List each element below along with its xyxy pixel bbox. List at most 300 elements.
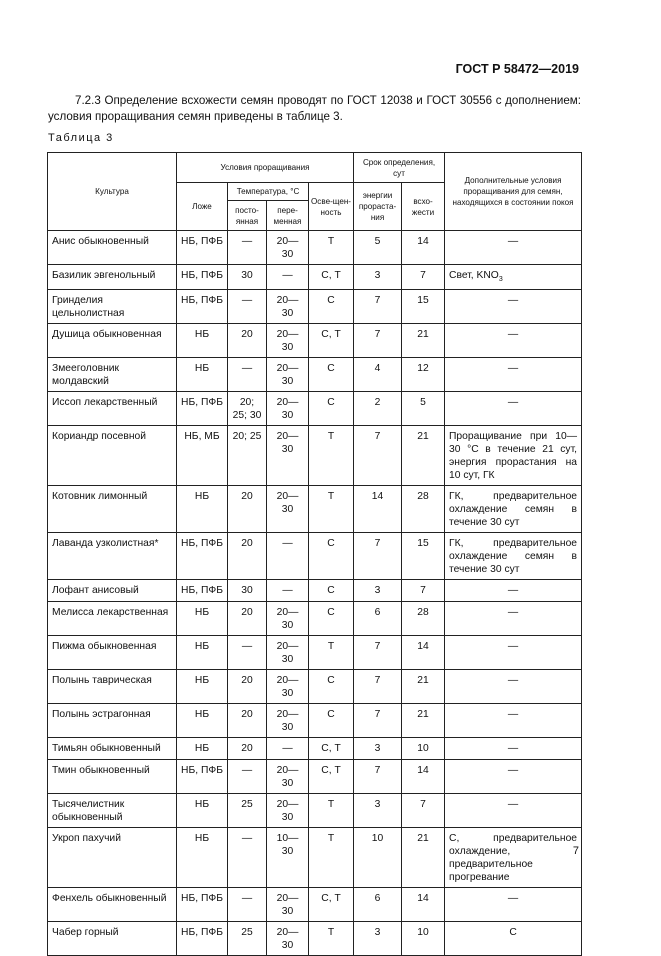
cell-temperature-alternating-text: 20—30 (276, 491, 299, 516)
cell-culture-text: Иссоп лекарственный (52, 397, 158, 409)
cell-additional (445, 580, 582, 602)
cell-light-text: С (327, 363, 335, 375)
cell-temperature-alternating-text: 10—30 (276, 833, 299, 858)
cell-germination (402, 324, 445, 358)
cell-additional (445, 738, 582, 760)
cell-germination-text: 21 (417, 709, 429, 721)
cell-temperature-constant-text: 20; 25 (232, 431, 262, 443)
cell-energy-text: 7 (374, 675, 381, 687)
table-row (48, 290, 582, 324)
cell-energy (354, 670, 402, 704)
cell-energy (354, 358, 402, 392)
table-row (48, 426, 582, 486)
table-row (48, 760, 582, 794)
cell-germination (402, 533, 445, 580)
cell-germination (402, 636, 445, 670)
cell-culture (48, 602, 177, 636)
cell-additional-text: — (507, 397, 519, 409)
cell-energy-text: 7 (374, 431, 381, 443)
cell-temperature-constant (228, 290, 267, 324)
cell-germination (402, 828, 445, 888)
cell-bed (177, 704, 228, 738)
cell-bed (177, 738, 228, 760)
header-conditions: Условия проращивания (177, 153, 354, 183)
document-standard-number: ГОСТ Р 58472—2019 (455, 62, 579, 76)
cell-temperature-alternating-text: 20—30 (276, 893, 299, 918)
cell-temperature-alternating (267, 580, 309, 602)
cell-germination (402, 760, 445, 794)
cell-temperature-constant (228, 580, 267, 602)
header-germination: всхо-жести (402, 183, 445, 231)
cell-temperature-alternating (267, 828, 309, 888)
cell-additional (445, 704, 582, 738)
table-row (48, 636, 582, 670)
cell-bed-text: НБ (194, 675, 210, 687)
cell-bed (177, 888, 228, 922)
cell-light (309, 738, 354, 760)
cell-light-text: Т (327, 799, 335, 811)
cell-culture (48, 794, 177, 828)
cell-bed-text: НБ, ПФБ (181, 270, 223, 281)
cell-energy-text: 2 (374, 397, 381, 409)
cell-culture (48, 922, 177, 956)
cell-culture-text: Укроп пахучий (52, 833, 121, 845)
cell-culture-text: Тысячелистник обыкновенный (52, 799, 125, 824)
table-row (48, 602, 582, 636)
cell-bed (177, 290, 228, 324)
cell-culture-text: Котовник лимонный (52, 491, 148, 503)
cell-energy (354, 922, 402, 956)
cell-culture (48, 738, 177, 760)
header-temperature: Температура, °С (228, 183, 309, 201)
cell-germination (402, 738, 445, 760)
cell-light-text: С (327, 709, 335, 721)
cell-bed-text: НБ (194, 799, 210, 811)
cell-light (309, 670, 354, 704)
cell-energy (354, 704, 402, 738)
cell-energy-text: 7 (374, 295, 381, 307)
cell-additional-text: ГК, предварительное охлаждение семян в течение 30 сут (449, 538, 578, 576)
cell-temperature-alternating (267, 636, 309, 670)
cell-temperature-constant (228, 231, 267, 265)
cell-temperature-constant-text: 20 (241, 743, 253, 755)
cell-temperature-alternating (267, 290, 309, 324)
cell-energy-text: 7 (374, 329, 381, 341)
table-row (48, 922, 582, 956)
cell-light (309, 290, 354, 324)
cell-germination-text: 5 (420, 397, 426, 409)
table-row (48, 324, 582, 358)
cell-light (309, 580, 354, 602)
cell-energy (354, 324, 402, 358)
cell-temperature-constant-text: 20 (241, 491, 253, 503)
cell-temperature-constant (228, 828, 267, 888)
cell-culture (48, 231, 177, 265)
table-row (48, 670, 582, 704)
cell-light-text: С (327, 607, 335, 619)
cell-temperature-alternating-text: — (282, 538, 293, 550)
cell-culture (48, 533, 177, 580)
cell-culture-text: Анис обыкновенный (52, 236, 149, 247)
cell-culture-text: Тимьян обыкновенный (52, 743, 161, 755)
cell-additional-text: С, предварительное охлаждение, предварительное прогревание (449, 833, 578, 884)
cell-bed-text: НБ, ПФБ (181, 236, 223, 247)
cell-temperature-alternating-text: 20—30 (276, 431, 299, 456)
cell-temperature-alternating-text: — (282, 743, 293, 755)
cell-culture (48, 290, 177, 324)
cell-germination (402, 922, 445, 956)
cell-temperature-alternating (267, 392, 309, 426)
cell-culture (48, 265, 177, 290)
table-row (48, 392, 582, 426)
cell-light-text: С, Т (321, 893, 341, 905)
cell-additional-text: — (507, 329, 519, 341)
cell-germination (402, 888, 445, 922)
cell-light (309, 486, 354, 533)
table-row (48, 738, 582, 760)
cell-energy-text: 3 (374, 743, 381, 755)
cell-germination (402, 486, 445, 533)
cell-bed (177, 760, 228, 794)
cell-energy (354, 602, 402, 636)
cell-additional (445, 231, 582, 265)
cell-energy-text: 5 (374, 236, 381, 247)
cell-bed-text: НБ (194, 743, 210, 755)
cell-temperature-constant-text: 30 (241, 270, 253, 281)
header-bed: Ложе (177, 183, 228, 231)
cell-light (309, 426, 354, 486)
cell-temperature-constant-text: — (241, 363, 253, 375)
cell-bed (177, 828, 228, 888)
cell-temperature-alternating-text: 20—30 (276, 363, 299, 388)
cell-additional (445, 670, 582, 704)
cell-temperature-constant-text: — (241, 236, 253, 247)
cell-temperature-constant (228, 794, 267, 828)
cell-temperature-alternating (267, 704, 309, 738)
cell-temperature-constant-text: 25 (241, 927, 253, 939)
cell-light-text: С, Т (321, 765, 341, 777)
cell-bed (177, 358, 228, 392)
cell-light (309, 324, 354, 358)
cell-light-text: С (327, 585, 335, 597)
cell-bed-text: НБ (194, 833, 210, 845)
cell-culture (48, 760, 177, 794)
cell-additional (445, 426, 582, 486)
cell-temperature-alternating (267, 426, 309, 486)
cell-bed-text: НБ (194, 607, 210, 619)
chemical-subscript: 3 (498, 276, 503, 284)
cell-additional-text: С (509, 927, 517, 939)
cell-additional (445, 636, 582, 670)
cell-bed-text: НБ (194, 363, 210, 375)
cell-culture (48, 636, 177, 670)
cell-germination (402, 231, 445, 265)
cell-light-text: С (327, 675, 335, 687)
cell-temperature-constant-text: — (241, 765, 253, 777)
cell-germination (402, 602, 445, 636)
cell-bed (177, 324, 228, 358)
table-row (48, 231, 582, 265)
cell-additional-text: — (507, 893, 519, 905)
cell-temperature-constant (228, 738, 267, 760)
cell-germination-text: 10 (417, 743, 429, 755)
cell-germination-text: 14 (417, 236, 429, 247)
cell-bed-text: НБ, ПФБ (181, 295, 223, 307)
cell-additional-text: — (507, 295, 519, 307)
cell-temperature-alternating (267, 265, 309, 290)
cell-temperature-constant-text: 20; 25; 30 (232, 397, 262, 422)
table-row (48, 358, 582, 392)
cell-bed-text: НБ, ПФБ (181, 893, 223, 905)
table-row (48, 704, 582, 738)
cell-bed-text: НБ (194, 491, 210, 503)
cell-temperature-alternating (267, 888, 309, 922)
cell-temperature-constant-text: 20 (241, 709, 253, 721)
cell-culture-text: Гринделия цельнолистная (52, 295, 125, 320)
cell-temperature-alternating (267, 231, 309, 265)
table-row (48, 265, 582, 290)
table-row (48, 794, 582, 828)
cell-light (309, 358, 354, 392)
cell-germination-text: 21 (417, 833, 429, 845)
cell-germination (402, 265, 445, 290)
cell-light-text: Т (327, 236, 335, 247)
cell-additional-text: — (507, 709, 519, 721)
cell-energy-text: 3 (374, 927, 381, 939)
cell-additional-text: — (507, 799, 519, 811)
cell-additional (445, 486, 582, 533)
cell-additional-text: ГК, предварительное охлаждение семян в течение 30 сут (449, 491, 578, 529)
cell-additional-text: — (507, 236, 519, 247)
cell-culture-text: Кориандр посевной (52, 431, 147, 443)
cell-culture (48, 426, 177, 486)
cell-germination-text: 15 (417, 538, 429, 550)
cell-germination-text: 28 (417, 607, 429, 619)
cell-energy-text: 3 (374, 585, 381, 597)
table-row (48, 580, 582, 602)
cell-culture (48, 392, 177, 426)
cell-germination-text: 7 (420, 270, 426, 281)
cell-energy-text: 6 (374, 607, 381, 619)
cell-temperature-alternating (267, 533, 309, 580)
cell-bed (177, 636, 228, 670)
cell-culture-text: Пижма обыкновенная (52, 641, 157, 653)
cell-bed (177, 794, 228, 828)
cell-culture-text: Мелисса лекарственная (52, 607, 169, 619)
cell-additional (445, 888, 582, 922)
cell-light-text: С, Т (321, 270, 341, 281)
cell-additional (445, 265, 582, 290)
cell-culture (48, 324, 177, 358)
cell-light (309, 636, 354, 670)
cell-energy-text: 3 (374, 799, 381, 811)
cell-light (309, 760, 354, 794)
cell-temperature-constant-text: 25 (241, 799, 253, 811)
cell-additional-text: — (507, 743, 519, 755)
table-row (48, 888, 582, 922)
cell-temperature-alternating-text: 20—30 (276, 329, 299, 354)
cell-temperature-alternating-text: 20—30 (276, 607, 299, 632)
cell-germination-text: 15 (417, 295, 429, 307)
page-number: 7 (572, 845, 579, 857)
cell-temperature-constant (228, 670, 267, 704)
cell-germination (402, 794, 445, 828)
cell-light-text: Т (327, 927, 335, 939)
header-additional: Дополнительные условия проращивания для семян, находящихся в состоянии покоя (445, 153, 582, 231)
cell-additional (445, 533, 582, 580)
cell-energy (354, 486, 402, 533)
cell-culture-text: Лаванда узколистная* (52, 538, 159, 550)
cell-additional-text: — (507, 585, 519, 597)
table-body (48, 231, 582, 956)
cell-temperature-constant (228, 704, 267, 738)
cell-temperature-constant-text: 20 (241, 538, 253, 550)
cell-light-text: С, Т (321, 329, 341, 341)
cell-temperature-constant-text: — (241, 833, 253, 845)
cell-light (309, 533, 354, 580)
cell-temperature-alternating-text: 20—30 (276, 765, 299, 790)
cell-additional (445, 760, 582, 794)
cell-temperature-alternating-text: 20—30 (276, 295, 299, 320)
cell-light-text: С (327, 397, 335, 409)
cell-temperature-constant (228, 324, 267, 358)
cell-temperature-alternating (267, 794, 309, 828)
cell-temperature-alternating-text: 20—30 (276, 397, 299, 422)
cell-germination-text: 7 (420, 585, 426, 597)
cell-bed-text: НБ (194, 641, 210, 653)
cell-energy-text: 7 (374, 709, 381, 721)
cell-temperature-alternating-text: — (282, 270, 293, 281)
cell-additional (445, 290, 582, 324)
cell-culture (48, 358, 177, 392)
cell-energy (354, 426, 402, 486)
cell-energy (354, 794, 402, 828)
cell-energy (354, 290, 402, 324)
cell-additional (445, 324, 582, 358)
cell-light (309, 704, 354, 738)
cell-additional (445, 392, 582, 426)
cell-temperature-alternating (267, 602, 309, 636)
cell-culture (48, 888, 177, 922)
cell-bed (177, 602, 228, 636)
cell-temperature-alternating-text: 20—30 (276, 236, 299, 260)
table-row (48, 486, 582, 533)
cell-culture (48, 580, 177, 602)
cell-energy (354, 738, 402, 760)
cell-additional-text: Проращивание при 10—30 °С в течение 21 сут, энергия прорастания на 10 сут, ГК (449, 431, 578, 482)
cell-additional (445, 358, 582, 392)
cell-light-text: Т (327, 491, 335, 503)
header-temperature-constant: посто-янная (228, 201, 267, 231)
cell-germination-text: 14 (417, 641, 429, 653)
cell-energy (354, 533, 402, 580)
cell-additional-text: Свет, KNO (449, 270, 499, 281)
cell-additional (445, 922, 582, 956)
cell-light (309, 392, 354, 426)
cell-culture (48, 486, 177, 533)
cell-temperature-constant (228, 760, 267, 794)
cell-temperature-constant (228, 392, 267, 426)
cell-light (309, 265, 354, 290)
cell-temperature-constant (228, 358, 267, 392)
cell-germination-text: 28 (417, 491, 429, 503)
cell-temperature-constant-text: 20 (241, 607, 253, 619)
cell-bed (177, 392, 228, 426)
cell-temperature-alternating (267, 358, 309, 392)
cell-culture-text: Чабер горный (52, 927, 119, 939)
cell-germination (402, 290, 445, 324)
cell-additional-text: — (507, 675, 519, 687)
cell-energy-text: 7 (374, 641, 381, 653)
cell-bed-text: НБ (194, 329, 210, 341)
cell-bed (177, 922, 228, 956)
cell-culture-text: Тмин обыкновенный (52, 765, 150, 777)
cell-bed-text: НБ, ПФБ (181, 397, 223, 409)
cell-energy-text: 3 (374, 270, 381, 281)
cell-temperature-constant-text: — (241, 641, 253, 653)
cell-bed (177, 533, 228, 580)
header-energy: энергии прораста-ния (354, 183, 402, 231)
cell-light (309, 231, 354, 265)
cell-germination (402, 704, 445, 738)
cell-energy-text: 7 (374, 538, 381, 550)
cell-temperature-constant-text: 20 (241, 675, 253, 687)
cell-temperature-alternating (267, 760, 309, 794)
cell-energy-text: 10 (371, 833, 384, 845)
cell-light (309, 602, 354, 636)
cell-light-text: С (327, 295, 335, 307)
cell-bed-text: НБ (194, 709, 210, 721)
cell-bed (177, 580, 228, 602)
cell-germination-text: 7 (420, 799, 426, 811)
cell-bed-text: НБ, ПФБ (181, 927, 223, 939)
cell-temperature-constant (228, 602, 267, 636)
cell-germination (402, 358, 445, 392)
cell-temperature-alternating-text: — (282, 585, 293, 597)
cell-temperature-constant (228, 533, 267, 580)
cell-energy (354, 392, 402, 426)
cell-energy (354, 265, 402, 290)
cell-bed-text: НБ, ПФБ (181, 538, 223, 550)
cell-energy (354, 636, 402, 670)
cell-light-text: Т (327, 641, 335, 653)
cell-germination-text: 21 (417, 431, 429, 443)
cell-germination-text: 12 (417, 363, 429, 375)
cell-temperature-constant-text: 20 (241, 329, 253, 341)
cell-additional (445, 828, 582, 888)
cell-temperature-constant-text: — (241, 295, 253, 307)
cell-additional-text: — (507, 363, 519, 375)
cell-germination (402, 426, 445, 486)
header-temperature-alternating: пере-менная (267, 201, 309, 231)
cell-bed (177, 426, 228, 486)
table-row (48, 828, 582, 888)
cell-culture-text: Полынь таврическая (52, 675, 152, 687)
cell-temperature-constant-text: 30 (241, 585, 253, 597)
header-culture: Культура (48, 153, 177, 231)
cell-germination (402, 580, 445, 602)
cell-culture (48, 670, 177, 704)
cell-energy (354, 828, 402, 888)
cell-germination-text: 14 (417, 893, 429, 905)
header-term: Срок определения, сут (354, 153, 445, 183)
header-light: Осве-щен-ность (309, 183, 354, 231)
cell-temperature-alternating (267, 738, 309, 760)
cell-temperature-constant (228, 426, 267, 486)
cell-culture-text: Душица обыкновенная (52, 329, 162, 341)
cell-energy-text: 7 (374, 765, 381, 777)
cell-bed (177, 670, 228, 704)
